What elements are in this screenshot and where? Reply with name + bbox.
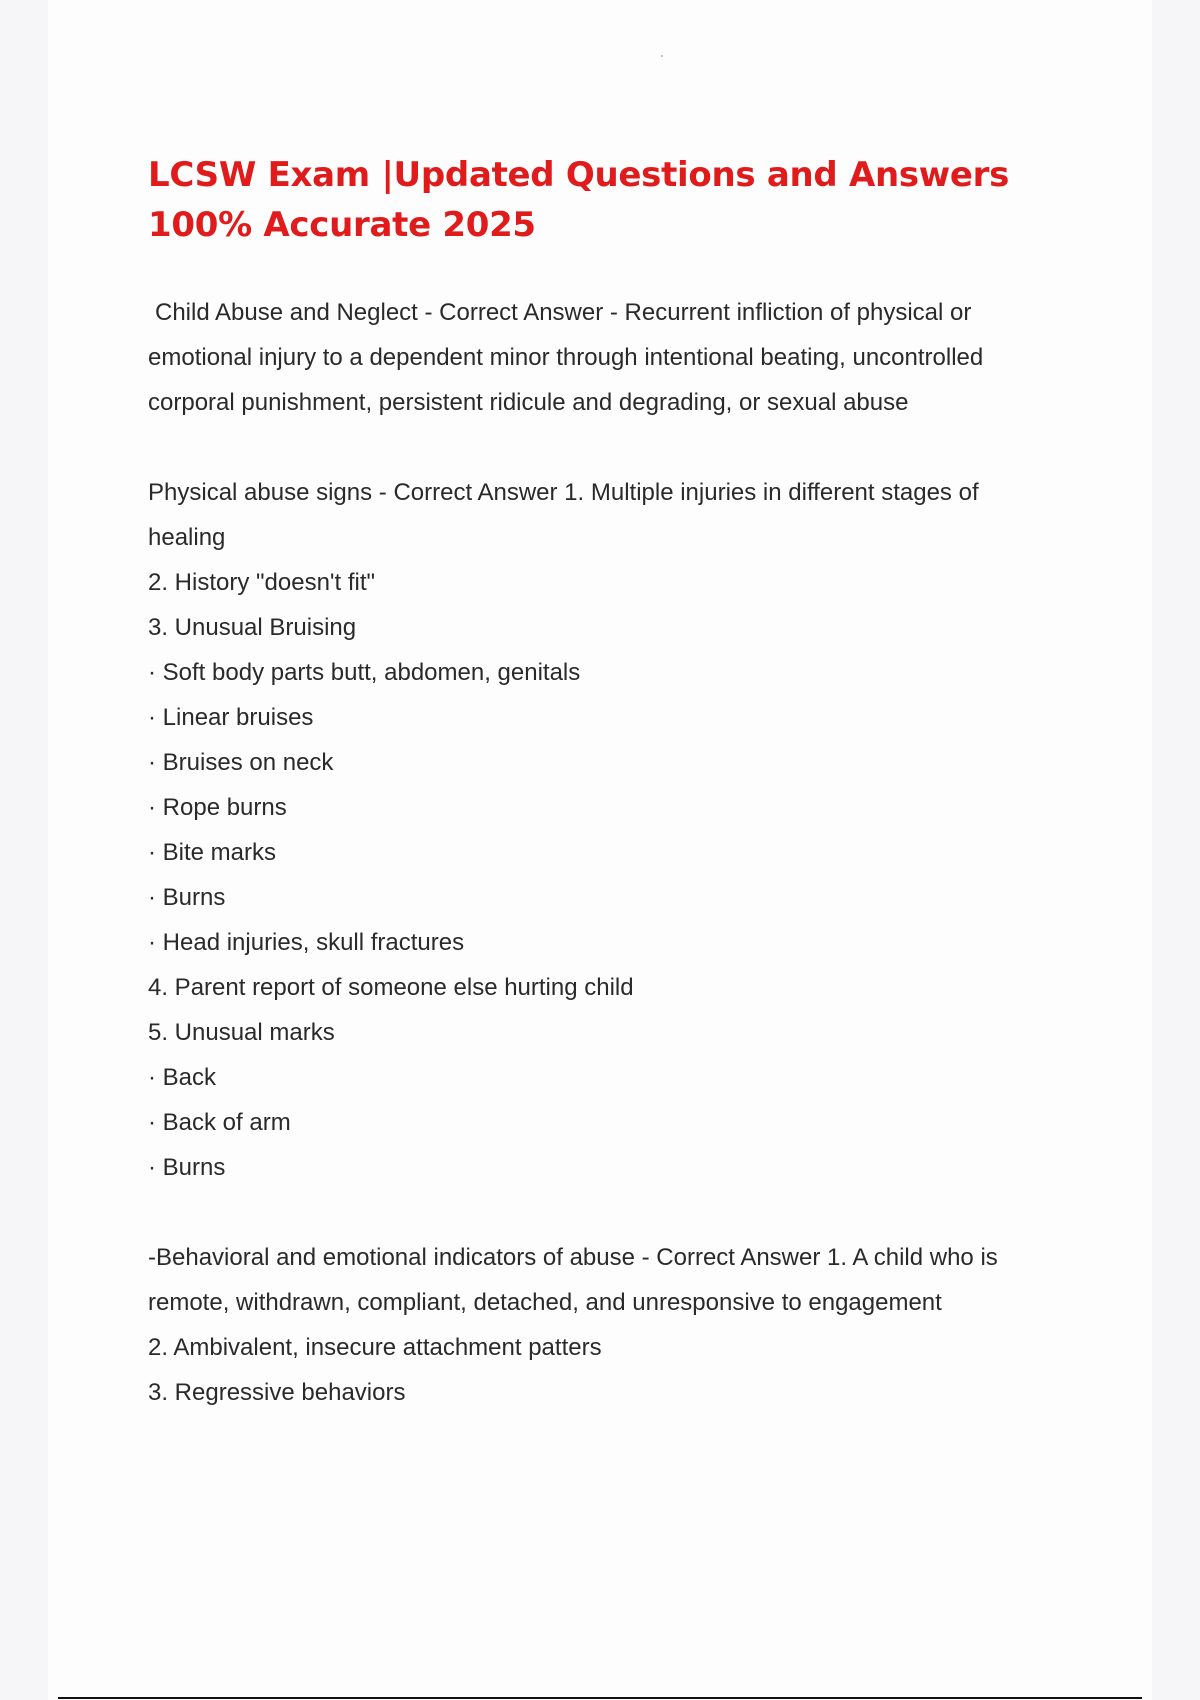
list-item: 3. Unusual Bruising <box>148 614 357 641</box>
bullet-item: · Back <box>148 1064 217 1091</box>
text-line: remote, withdrawn, compliant, detached, and unresponsive to engagement <box>148 1289 942 1316</box>
qa-text <box>148 470 1128 1190</box>
text-line: corporal punishment, persistent ridicule and degrading, or sexual abuse <box>148 389 909 416</box>
list-item: 2. History "doesn't fit" <box>148 569 376 596</box>
page-bottom-rule <box>58 1697 1142 1699</box>
document-page <box>48 0 1152 1700</box>
list-item: 5. Unusual marks <box>148 1019 335 1046</box>
bullet-item: · Bite marks <box>148 839 277 866</box>
text-line: Child Abuse and Neglect - Correct Answer - Recurrent infliction of physical or <box>155 299 972 326</box>
document-title: LCSW Exam |Updated Questions and Answers 100% Accurate 2025 <box>148 155 1010 245</box>
qa-entry-physical-abuse-signs <box>148 470 1128 1190</box>
text-line: Physical abuse signs - Correct Answer 1. Multiple injuries in different stages of <box>148 479 979 506</box>
list-item: 4. Parent report of someone else hurting child <box>148 974 634 1001</box>
list-item: 3. Regressive behaviors <box>148 1379 406 1406</box>
scan-speck <box>661 55 663 57</box>
bullet-item: · Burns <box>148 884 226 911</box>
qa-entry-behavioral-indicators <box>148 1235 1128 1415</box>
bullet-item: · Linear bruises <box>148 704 314 731</box>
text-line: healing <box>148 524 226 551</box>
bullet-item: · Soft body parts butt, abdomen, genitals <box>148 659 581 686</box>
bullet-item: · Burns <box>148 1154 226 1181</box>
qa-entry-child-abuse <box>148 290 1128 425</box>
bullet-item: · Back of arm <box>148 1109 291 1136</box>
document-body <box>148 290 1128 1460</box>
text-line: -Behavioral and emotional indicators of abuse - Correct Answer 1. A child who is <box>148 1244 998 1271</box>
qa-text <box>148 290 1128 425</box>
bullet-item: · Bruises on neck <box>148 749 334 776</box>
bullet-item: · Rope burns <box>148 794 287 821</box>
bullet-item: · Head injuries, skull fractures <box>148 929 465 956</box>
text-line: emotional injury to a dependent minor through intentional beating, uncontrolled <box>148 344 984 371</box>
list-item: 2. Ambivalent, insecure attachment patters <box>148 1334 602 1361</box>
qa-text <box>148 1235 1128 1415</box>
